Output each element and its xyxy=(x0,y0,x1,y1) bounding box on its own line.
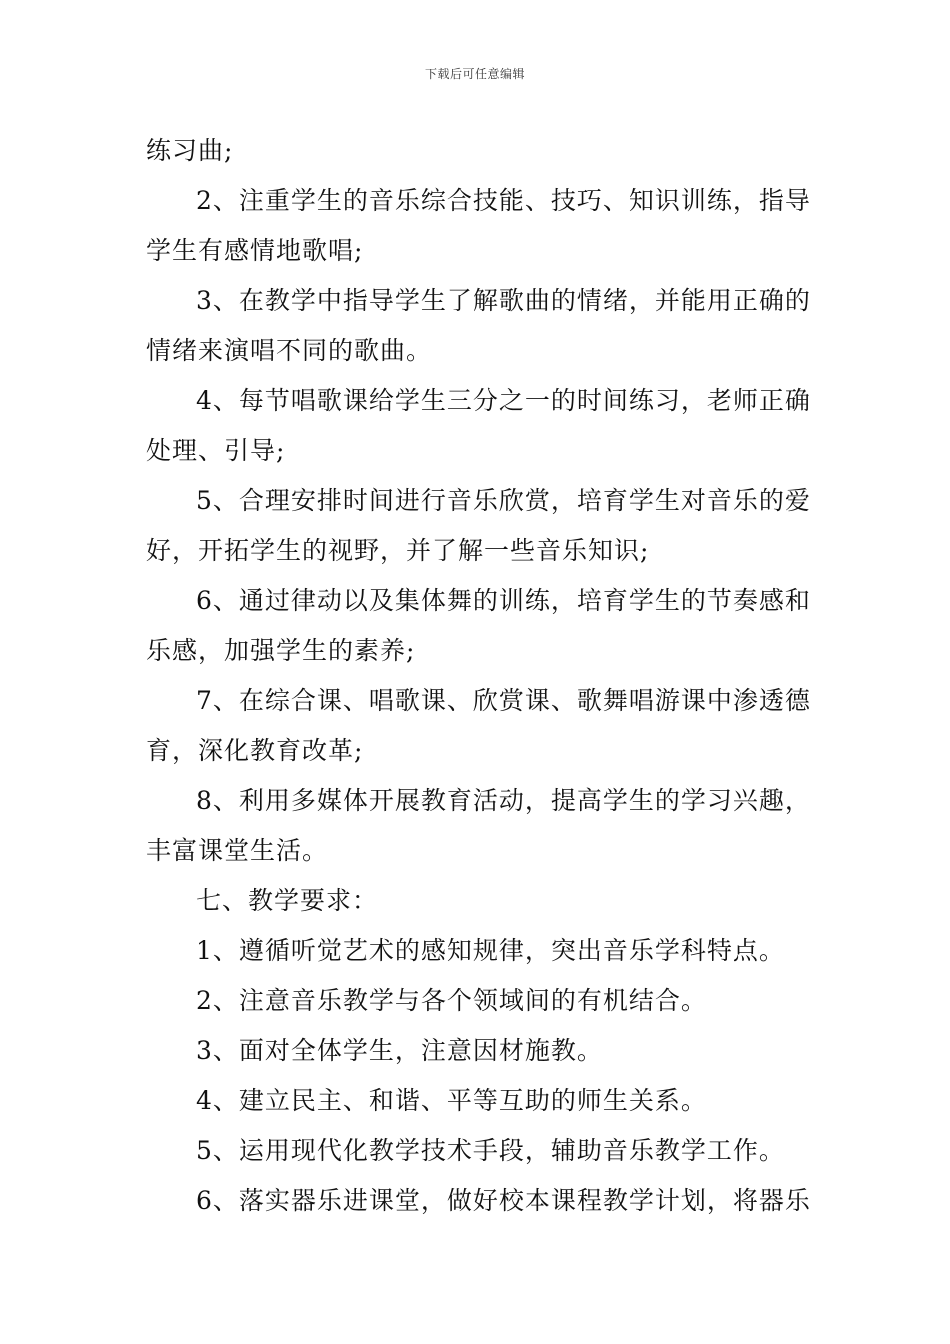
document-body xyxy=(146,126,811,1226)
text-line: 丰富课堂生活。 xyxy=(146,836,329,865)
text-line: 育，深化教育改革; xyxy=(146,736,364,765)
text-line: 乐感，加强学生的素养; xyxy=(146,636,416,665)
text-line: 练习曲; xyxy=(146,136,234,165)
text-line: 8、利用多媒体开展教育活动，提高学生的学习兴趣， xyxy=(196,786,811,815)
text-line: 6、落实器乐进课堂，做好校本课程教学计划，将器乐 xyxy=(196,1186,811,1215)
text-line: 2、注意音乐教学与各个领域间的有机结合。 xyxy=(196,986,707,1015)
page-header-note: 下载后可任意编辑 xyxy=(424,67,525,81)
text-line: 4、建立民主、和谐、平等互助的师生关系。 xyxy=(196,1086,707,1115)
text-line: 3、在教学中指导学生了解歌曲的情绪，并能用正确的 xyxy=(196,286,811,315)
text-line: 好，开拓学生的视野，并了解一些音乐知识; xyxy=(146,536,650,565)
text-line: 3、面对全体学生，注意因材施教。 xyxy=(196,1036,603,1065)
text-line: 4、每节唱歌课给学生三分之一的时间练习，老师正确 xyxy=(196,386,811,415)
text-line: 2、注重学生的音乐综合技能、技巧、知识训练，指导 xyxy=(196,186,811,215)
text-line: 5、合理安排时间进行音乐欣赏，培育学生对音乐的爱 xyxy=(196,486,811,515)
text-line: 学生有感情地歌唱; xyxy=(146,236,364,265)
text-line: 1、遵循听觉艺术的感知规律，突出音乐学科特点。 xyxy=(196,936,785,965)
section-heading: 七、教学要求： xyxy=(196,886,379,915)
text-line: 5、运用现代化教学技术手段，辅助音乐教学工作。 xyxy=(196,1136,785,1165)
text-line: 6、通过律动以及集体舞的训练，培育学生的节奏感和 xyxy=(196,586,811,615)
text-line: 7、在综合课、唱歌课、欣赏课、歌舞唱游课中渗透德 xyxy=(196,686,811,715)
text-line: 处理、引导; xyxy=(146,436,286,465)
text-line: 情绪来演唱不同的歌曲。 xyxy=(146,336,433,365)
